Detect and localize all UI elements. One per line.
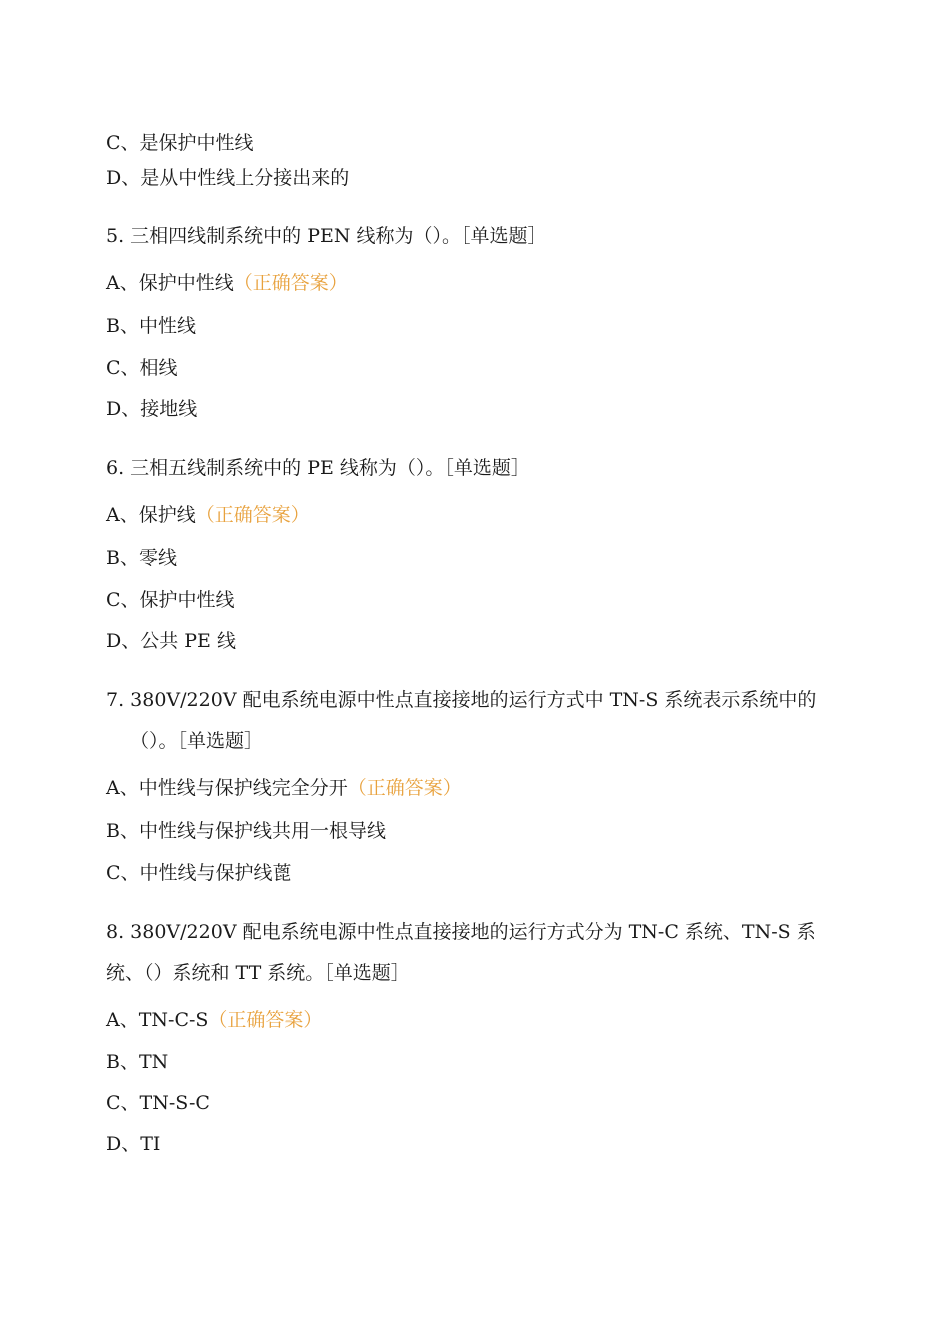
option-text: B、中性线与保护线共用一根导线: [106, 820, 386, 842]
option-b-q6: [106, 545, 177, 571]
option-text: B、TN: [106, 1051, 169, 1073]
correct-answer-label: （正确答案）: [233, 272, 348, 294]
option-text: B、零线: [106, 547, 177, 569]
correct-answer-label: （正确答案）: [347, 777, 462, 799]
option-text: A、中性线与保护线完全分开: [106, 777, 348, 799]
option-text: D、TI: [106, 1133, 161, 1155]
option-d-q8: [106, 1131, 160, 1157]
question-5: [106, 223, 547, 249]
option-d-q5: [106, 396, 197, 422]
option-c-q5: [106, 355, 178, 381]
option-a-q8: [106, 1007, 322, 1033]
option-text: D、是从中性线上分接出来的: [106, 167, 350, 189]
question-8-continuation: [106, 960, 410, 986]
option-b-q5: [106, 313, 196, 339]
option-c-q7: [106, 860, 292, 886]
option-text: B、中性线: [106, 315, 196, 337]
option-text: C、保护中性线: [106, 589, 235, 611]
question-6: [106, 455, 530, 481]
option-text: C、相线: [106, 357, 178, 379]
option-text: C、中性线与保护线蓖: [106, 862, 292, 884]
option-text: C、TN-S-C: [106, 1092, 210, 1114]
correct-answer-label: （正确答案）: [208, 1009, 323, 1031]
option-a-q7: [106, 775, 462, 801]
option-text: D、接地线: [106, 398, 198, 420]
option-text: A、保护中性线: [106, 272, 234, 294]
question-text: 5. 三相四线制系统中的 PEN 线称为（）。［单选题］: [106, 225, 547, 247]
option-text: A、TN-C-S: [106, 1009, 209, 1031]
option-b-q8: [106, 1049, 168, 1075]
question-7: [106, 687, 816, 713]
option-b-q7: [106, 818, 386, 844]
option-a-q5: [106, 270, 348, 296]
option-d-q4: [106, 165, 349, 191]
option-c-q4: [106, 130, 254, 156]
question-8: [106, 919, 816, 945]
option-a-q6: [106, 502, 310, 528]
correct-answer-label: （正确答案）: [195, 504, 310, 526]
option-d-q6: [106, 628, 236, 654]
question-7-continuation: [130, 728, 263, 754]
option-c-q8: [106, 1090, 210, 1116]
question-text: 统、（）系统和 TT 系统。［单选题］: [106, 962, 410, 984]
question-text: 6. 三相五线制系统中的 PE 线称为（）。［单选题］: [106, 457, 530, 479]
option-c-q6: [106, 587, 235, 613]
option-text: A、保护线: [106, 504, 196, 526]
option-text: D、公共 PE 线: [106, 630, 236, 652]
question-text: （）。［单选题］: [130, 730, 264, 752]
question-text: 7. 380V/220V 配电系统电源中性点直接接地的运行方式中 TN-S 系统表示系统中的: [106, 689, 817, 711]
option-text: C、是保护中性线: [106, 132, 254, 154]
question-text: 8. 380V/220V 配电系统电源中性点直接接地的运行方式分为 TN-C 系统、TN-S 系: [106, 921, 816, 943]
